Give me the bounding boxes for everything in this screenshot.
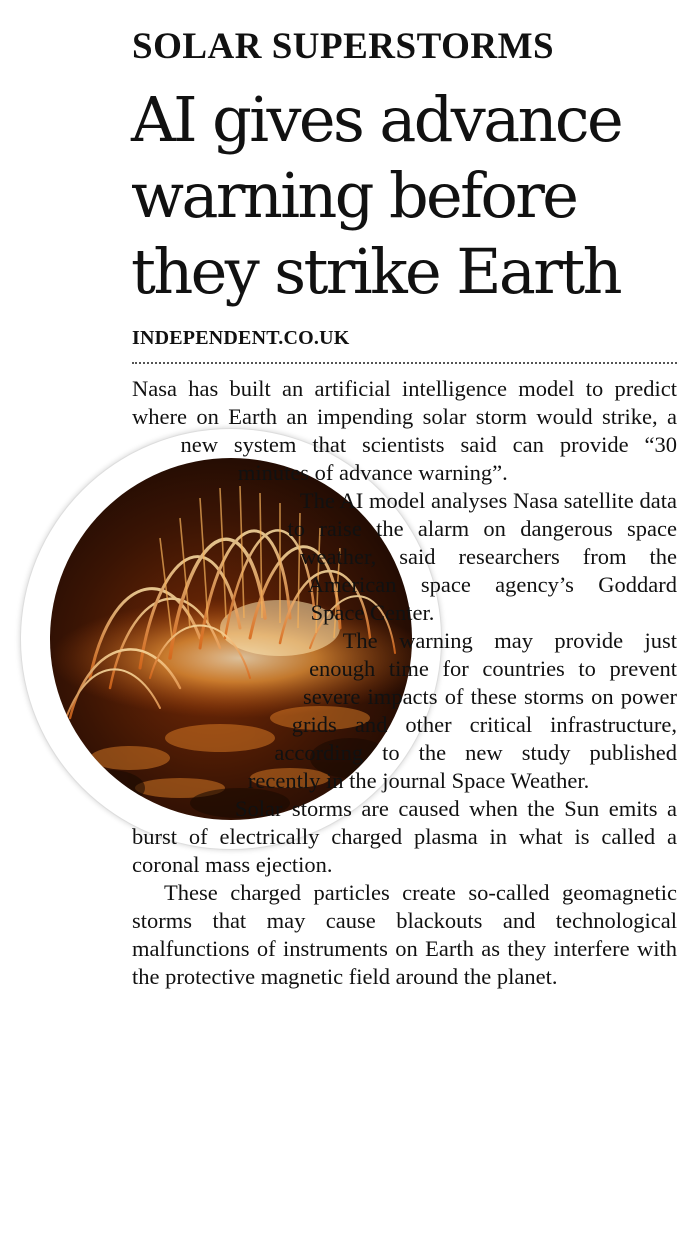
article-paragraph: The warning may provide just enough time for countries to prevent severe impacts of these storms on power grids and other critical infrastructure, according to the new study published recently in the journal Space Weather.: [247, 628, 677, 793]
headline-line: warning before: [131, 159, 577, 232]
article-paragraph: The AI model analyses Nasa satellite data to raise the alarm on dangerous space weather, said researchers from the American space agency’s Goddard Space Center.: [287, 488, 677, 625]
headline-line: they strike Earth: [131, 235, 620, 308]
headline-line: AI gives advance: [131, 83, 622, 156]
article-paragraph: These charged particles create so-called geomagnetic storms that may cause blackouts and technological malfunctions of instruments on Earth as they interfere with the protective magnetic field around the planet.: [132, 880, 677, 989]
section-kicker: SOLAR SUPERSTORMS: [132, 26, 555, 67]
article-paragraph: Solar storms are caused when the Sun emits a burst of electrically charged plasma in what is called a coronal mass ejection.: [132, 796, 677, 877]
article-body: [132, 375, 677, 991]
headline: [131, 82, 681, 310]
source-credit: INDEPENDENT.CO.UK: [132, 327, 350, 349]
dotted-divider: [132, 362, 677, 364]
article-paragraph: Nasa has built an artificial intelligence model to predict where on Earth an impending solar storm would strike, a new system that scientists said can provide “30 minutes of advance warning”.: [132, 376, 677, 485]
